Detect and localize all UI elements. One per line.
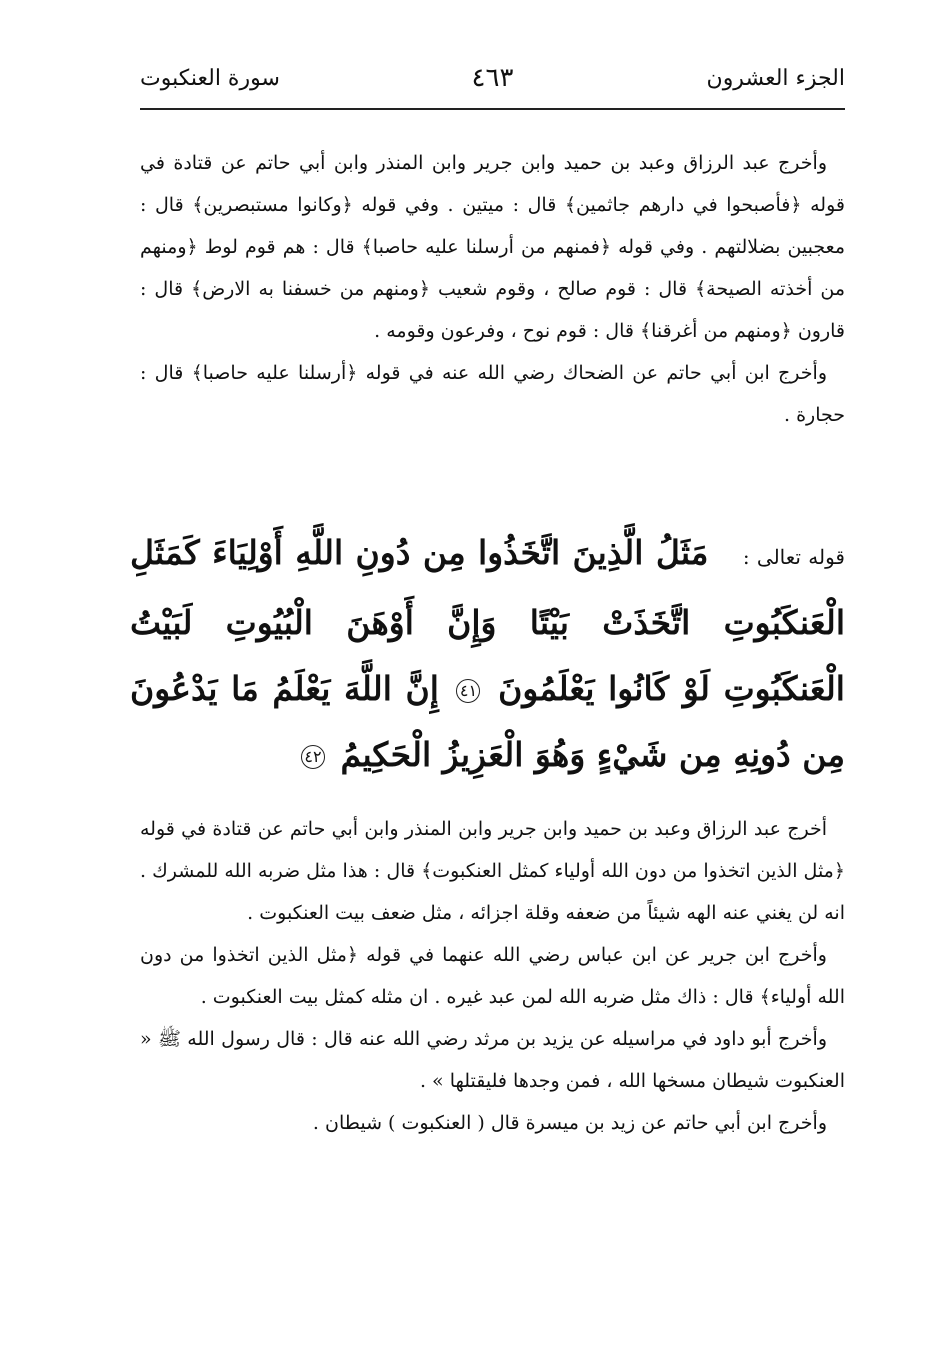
paragraph: وأخرج ابن أبي حاتم عن زيد بن ميسرة قال ( العنكبوت ) شيطان . [312, 1112, 827, 1134]
ayah-number-marker: ٤٢ [301, 745, 325, 769]
paragraph: وأخرج ابن أبي حاتم عن الضحاك رضي الله عنه في قوله ﴿أرسلنا عليه حاصبا﴾ قال : حجارة . [140, 362, 845, 426]
commentary-section-1 [140, 142, 845, 436]
paragraph: وأخرج أبو داود في مراسيله عن يزيد بن مرثد رضي الله عنه قال : قال رسول الله ﷺ « العنكبوت شيطان مسخها الله ، فمن وجدها فليقتلها » . [140, 1028, 845, 1092]
commentary-section-2 [140, 808, 845, 1144]
ayah-number-marker: ٤١ [456, 679, 480, 703]
quran-verse [130, 520, 845, 788]
header-rule [140, 108, 845, 110]
verse-text-41: مَثَلُ الَّذِينَ اتَّخَذُوا مِن دُونِ اللَّهِ أَوْلِيَاءَ كَمَثَلِ الْعَنكَبُوتِ اتَّخَذَتْ بَيْتًا وَإِنَّ أَوْهَنَ الْبُيُوتِ لَبَيْتُ الْعَنكَبُوتِ لَوْ كَانُوا يَعْلَمُونَ [130, 533, 845, 708]
paragraph: وأخرج عبد الرزاق وعبد بن حميد وابن جرير وابن المنذر وابن أبي حاتم عن قتادة في قوله ﴿فأصبحوا في دارهم جاثمين﴾ قال : ميتين . وفي قوله ﴿وكانوا مستبصرين﴾ قال : معجبين بضلالتهم . وفي قوله ﴿فمنهم من أرسلنا عليه حاصبا﴾ قال : هم قوم لوط ﴿ومنهم من أخذته الصيحة﴾ قال : قوم صالح ، وقوم شعيب ﴿ومنهم من خسفنا به الارض﴾ قال : قارون ﴿ومنهم من أغرقنا﴾ قال : قوم نوح ، وفرعون وقومه . [140, 152, 845, 342]
paragraph: أخرج عبد الرزاق وعبد بن حميد وابن جرير وابن المنذر وابن أبي حاتم عن قتادة في قوله ﴿مثل الذين اتخذوا من دون الله أولياء كمثل العنكبوت﴾ قال : هذا مثل ضربه الله للمشرك . انه لن يغني عنه الهه شيئاً من ضعفه وقلة اجزائه ، مثل ضعف بيت العنكبوت . [140, 818, 845, 924]
paragraph: وأخرج ابن جرير عن ابن عباس رضي الله عنهما في قوله ﴿مثل الذين اتخذوا من دون الله أولياء﴾ قال : ذاك مثل ضربه الله لمن عبد غيره . ان مثله كمثل بيت العنكبوت . [140, 944, 845, 1008]
verse-text-42: إِنَّ اللَّهَ يَعْلَمُ مَا يَدْعُونَ مِن دُونِهِ مِن شَيْءٍ وَهُوَ الْعَزِيزُ الْحَكِيمُ [130, 669, 845, 774]
page-header [140, 58, 845, 98]
surah-title: سورة العنكبوت [140, 65, 280, 91]
verse-intro: قوله تعالى : [742, 545, 845, 569]
part-title: الجزء العشرون [706, 65, 845, 91]
page-number: ٤٦٣ [471, 63, 514, 93]
